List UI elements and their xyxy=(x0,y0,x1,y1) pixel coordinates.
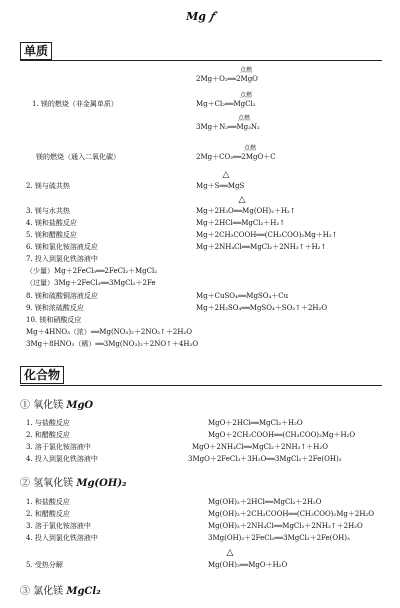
reaction-equation: Mg＋2HCl══MgCl₂＋H₂↑ xyxy=(196,219,286,227)
reaction-label: 1. 与盐酸反应 xyxy=(26,419,70,427)
compound-name: 氯化镁 xyxy=(33,586,64,597)
mgo-subheading xyxy=(20,396,93,411)
reaction-label: 1. 镁的燃烧（非金属单质） xyxy=(32,100,118,108)
reaction-condition: 点燃 xyxy=(239,67,252,74)
reaction-row xyxy=(20,327,390,338)
section-elements-heading: 单质 xyxy=(20,42,52,60)
reaction-condition: 点燃 xyxy=(243,145,256,152)
reaction-equation: 3Mg(OH)₂＋2FeCl₃══3MgCl₂＋2Fe(OH)₃ xyxy=(208,534,350,542)
reaction-row xyxy=(20,122,390,133)
heat-condition: △ xyxy=(238,195,246,205)
item-number: ① xyxy=(20,400,30,411)
item-number: ③ xyxy=(20,586,30,597)
reaction-equation: Mg(OH)₂＋2CH₃COOH══(CH₃COO)₂Mg＋2H₂O xyxy=(208,510,374,518)
reaction-row xyxy=(20,74,390,85)
reaction-label: 9. 镁和浓硫酸反应 xyxy=(26,304,84,312)
reaction-label: 3. 溶于氯化铵溶液中 xyxy=(26,443,91,451)
compound-formula: MgO xyxy=(66,400,94,411)
reaction-label: 3. 镁与水共热 xyxy=(26,207,70,215)
page-title: Mg 𝑓 xyxy=(186,10,214,23)
reaction-row xyxy=(20,152,390,163)
reaction-row xyxy=(20,206,390,217)
reaction-equation: 2Mg＋CO₂══2MgO＋C xyxy=(196,153,276,161)
reaction-equation: Mg＋2H₂SO₄══MgSO₄＋SO₂↑＋2H₂O xyxy=(196,304,328,312)
reaction-condition: 点燃 xyxy=(237,115,250,122)
reaction-row xyxy=(20,509,390,520)
section-compounds-heading: 化合物 xyxy=(20,366,64,384)
reaction-equation: Mg＋CuSO₄══MgSO₄＋Cu xyxy=(196,292,289,300)
reaction-condition: 点燃 xyxy=(239,92,252,99)
reaction-equation: 3MgO＋2FeCl₃＋3H₂O══3MgCl₂＋2Fe(OH)₃ xyxy=(188,455,342,463)
item-number: ② xyxy=(20,478,30,489)
reaction-equation: Mg＋Cl₂══MgCl₂ xyxy=(196,100,256,108)
reaction-label: 2. 镁与硫共热 xyxy=(26,182,70,190)
reaction-label: 4. 投入到氯化铁溶液中 xyxy=(26,455,98,463)
reaction-row xyxy=(20,242,390,253)
reaction-label: 2. 和醋酸反应 xyxy=(26,510,70,518)
reaction-equation: Mg＋2NH₄Cl══MgCl₂＋2NH₃↑＋H₂↑ xyxy=(196,243,327,251)
reaction-equation: Mg(OH)₂══MgO＋H₂O xyxy=(208,561,288,569)
reaction-row xyxy=(20,315,390,326)
reaction-equation: Mg(OH)₂＋2NH₄Cl══MgCl₂＋2NH₃↑＋2H₂O xyxy=(208,522,363,530)
reaction-label: 3. 溶于氯化铵溶液中 xyxy=(26,522,91,530)
compound-formula: Mg(OH)₂ xyxy=(76,478,127,489)
reaction-label: Mg＋4HNO₃（浓）══Mg(NO₃)₂＋2NO₂↑＋2H₂O xyxy=(26,328,192,336)
reaction-label: （少量）Mg＋2FeCl₃══2FeCl₂＋MgCl₂ xyxy=(26,267,158,275)
reaction-label: 3Mg＋8HNO₃（稀）══3Mg(NO₃)₂＋2NO↑＋4H₂O xyxy=(26,340,199,348)
reaction-label: 4. 投入到氯化铁溶液中 xyxy=(26,534,98,542)
reaction-row xyxy=(20,181,390,192)
reaction-label: 镁的燃烧（通入二氧化碳） xyxy=(36,153,120,161)
reaction-label: 6. 镁和氯化铵溶液反应 xyxy=(26,243,98,251)
reaction-equation: Mg＋2CH₃COOH══(CH₃COO)₂Mg＋H₂↑ xyxy=(196,231,338,239)
section-divider xyxy=(20,385,382,386)
reaction-row xyxy=(20,560,390,571)
reaction-label: 7. 投入到氯化铁溶液中 xyxy=(26,255,98,263)
reaction-row xyxy=(20,339,390,350)
reaction-equation: MgO＋2CH₃COOH══(CH₃COO)₂Mg＋H₂O xyxy=(208,431,356,439)
reaction-row xyxy=(20,230,390,241)
reaction-row xyxy=(20,521,390,532)
reaction-label: （过量）3Mg＋2FeCl₃══3MgCl₂＋2Fe xyxy=(26,279,156,287)
mgcl2-subheading xyxy=(20,582,101,597)
reaction-row xyxy=(20,303,390,314)
heat-condition: △ xyxy=(222,170,230,180)
reaction-label: 1. 和盐酸反应 xyxy=(26,498,70,506)
reaction-label: 4. 镁和盐酸反应 xyxy=(26,219,77,227)
reaction-row xyxy=(20,430,390,441)
reaction-row xyxy=(20,454,390,465)
reaction-equation: MgO＋2HCl══MgCl₂＋H₂O xyxy=(208,419,303,427)
reaction-equation: MgO＋2NH₄Cl══MgCl₂＋2NH₃↑＋H₂O xyxy=(192,443,328,451)
heat-condition: △ xyxy=(226,548,234,558)
reaction-row xyxy=(20,254,390,265)
reaction-row xyxy=(20,278,390,289)
reaction-row xyxy=(20,291,390,302)
compound-name: 氢氧化镁 xyxy=(33,478,74,489)
reaction-label: 2. 和醋酸反应 xyxy=(26,431,70,439)
reaction-label: 8. 镁和硫酸铜溶液反应 xyxy=(26,292,98,300)
reaction-label: 5. 镁和醋酸反应 xyxy=(26,231,77,239)
reaction-label: 5. 受热分解 xyxy=(26,561,63,569)
reaction-equation: 2Mg＋O₂══2MgO xyxy=(196,75,258,83)
reaction-equation: Mg＋S══MgS xyxy=(196,182,245,190)
section-divider xyxy=(20,60,382,61)
reaction-equation: Mg＋2H₂O══Mg(OH)₂＋H₂↑ xyxy=(196,207,296,215)
reaction-label: 10. 镁和硝酸反应 xyxy=(26,316,82,324)
reaction-equation: 3Mg＋N₂══Mg₃N₂ xyxy=(196,123,260,131)
reaction-row xyxy=(20,218,390,229)
reaction-equation: Mg(OH)₂＋2HCl══MgCl₂＋2H₂O xyxy=(208,498,322,506)
compound-name: 氧化镁 xyxy=(33,400,64,411)
reaction-row xyxy=(20,497,390,508)
reaction-row xyxy=(20,442,390,453)
mgoh2-subheading xyxy=(20,474,126,489)
compound-formula: MgCl₂ xyxy=(66,586,101,597)
reaction-row xyxy=(20,266,390,277)
reaction-row xyxy=(20,99,390,110)
reaction-row xyxy=(20,418,390,429)
reaction-row xyxy=(20,533,390,544)
